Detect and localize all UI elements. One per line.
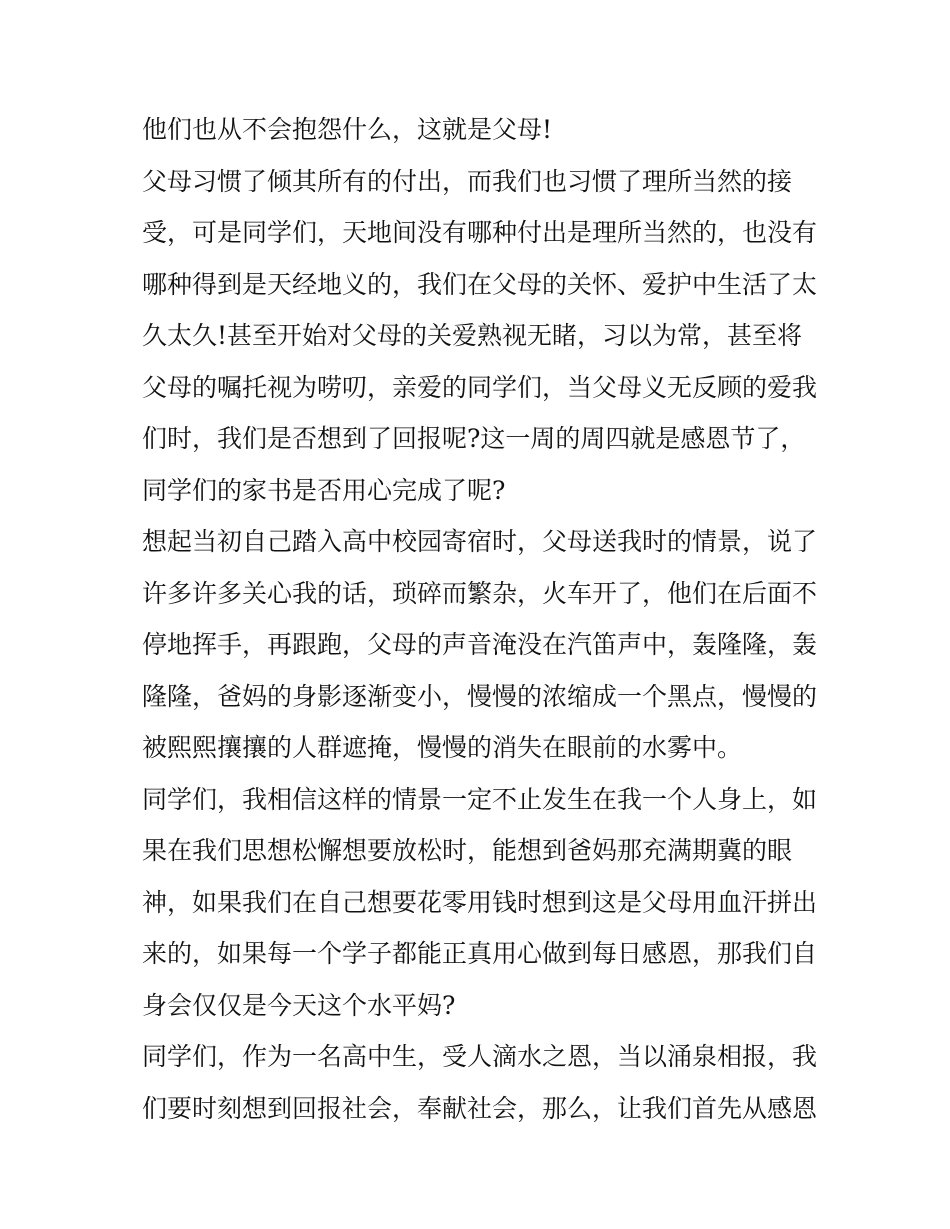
body-text [142, 104, 822, 1134]
text-line: 哪种得到是天经地义的，我们在父母的关怀、爱护中生活了太 [142, 269, 818, 299]
text-line: 们要时刻想到回报社会，奉献社会，那么，让我们首先从感恩 [142, 1093, 818, 1123]
text-line: 神，如果我们在自己想要花零用钱时想到这是父母用血汗拼出 [142, 887, 818, 917]
text-line: 想起当初自己踏入高中校园寄宿时，父母送我时的情景，说了 [142, 527, 818, 556]
text-line: 们时，我们是否想到了回报呢?这一周的周四就是感恩节了， [142, 424, 806, 453]
text-line: 停地挥手，再跟跑，父母的声音淹没在汽笛声中，轰隆隆，轰 [142, 630, 818, 659]
text-line: 同学们，我相信这样的情景一定不止发生在我一个人身上，如 [142, 784, 818, 814]
text-line: 他们也从不会抱怨什么，这就是父母! [142, 115, 553, 144]
text-line: 久太久!甚至开始对父母的关爱熟视无睹，习以为常，甚至将 [142, 321, 803, 350]
text-line: 同学们，作为一名高中生，受人滴水之恩，当以涌泉相报，我 [142, 1042, 818, 1071]
text-line: 身会仅仅是今天这个水平妈? [142, 990, 456, 1020]
text-line: 被熙熙攘攘的人群遮掩，慢慢的消失在眼前的水雾中。 [142, 733, 743, 762]
text-line: 来的，如果每一个学子都能正真用心做到每日感恩，那我们自 [142, 939, 818, 968]
text-line: 许多许多关心我的话，琐碎而繁杂，火车开了，他们在后面不 [142, 578, 818, 608]
text-line: 同学们的家书是否用心完成了呢? [142, 475, 506, 505]
text-line: 受，可是同学们，天地间没有哪种付出是理所当然的，也没有 [142, 218, 818, 247]
text-line: 果在我们思想松懈想要放松时，能想到爸妈那充满期冀的眼 [142, 836, 793, 865]
text-line: 隆隆，爸妈的身影逐渐变小，慢慢的浓缩成一个黑点，慢慢的 [142, 681, 818, 711]
text-line: 父母的嘱托视为唠叨，亲爱的同学们，当父母义无反顾的爱我 [142, 372, 818, 402]
text-line: 父母习惯了倾其所有的付出，而我们也习惯了理所当然的接 [142, 166, 793, 196]
